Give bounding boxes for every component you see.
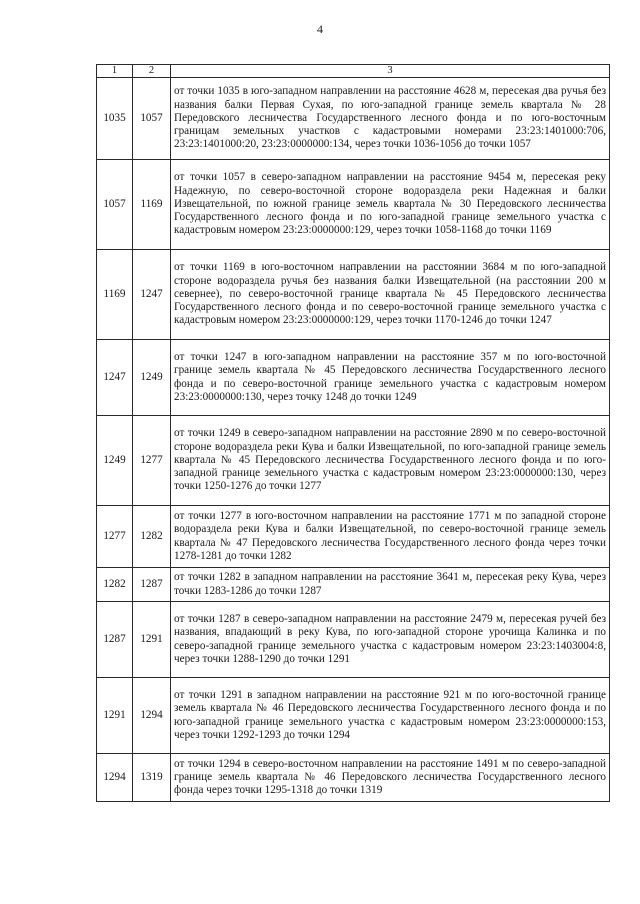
segment-description: от точки 1277 в юго-восточном направлении на расстояние 1771 м по западной стороне водораздела реки Кува и балки Извещательной, по северо-восточной границе земель квартала № 47 Передовского лесничества Государственного лесного фонда через точки 1278-1281 до точки 1282	[171, 506, 610, 568]
to-point: 1294	[133, 678, 171, 754]
table-row	[97, 160, 610, 250]
from-point: 1249	[97, 416, 133, 506]
segment-description: от точки 1035 в юго-западном направлении на расстояние 4628 м, пересекая два ручья без названия балки Первая Сухая, по юго-западной границе земель квартала № 28 Передовского лесничества Государственного лесного фонда и по юго-восточным границам земельных участков с кадастровыми номерами 23:23:1401000:706, 23:23:1401000:20, 23:23:0000000:134, через точки 1036-1056 до точки 1057	[171, 78, 610, 160]
to-point: 1247	[133, 250, 171, 340]
segment-description: от точки 1287 в северо-западном направлении на расстояние 2479 м, пересекая ручей без названия, впадающий в реку Кува, по юго-западной стороне урочища Калинка и по северо-западной границе земельного участка с кадастровым номером 23:23:1403004:8, через точки 1288-1290 до точки 1291	[171, 602, 610, 678]
column-header-1: 1	[97, 65, 133, 78]
segment-description: от точки 1169 в юго-восточном направлении на расстоянии 3684 м по юго-западной стороне водораздела ручья без названия балки Извещательной (на расстоянии 200 м севернее), по северо-восточной границе квартала № 45 Передовского лесничества Государственного лесного фонда и по северо-восточной границе земельного участка с кадастровым номером 23:23:0000000:129, через точки 1170-1246 до точки 1247	[171, 250, 610, 340]
segment-description: от точки 1294 в северо-восточном направлении на расстояние 1491 м по северо-западной границе земель квартала № 46 Передовского лесничества Государственного лесного фонда через точки 1295-1318 до точки 1319	[171, 754, 610, 802]
table-row	[97, 754, 610, 802]
table-header-row	[97, 65, 610, 78]
table-row	[97, 250, 610, 340]
from-point: 1287	[97, 602, 133, 678]
boundary-description-table	[96, 64, 610, 802]
from-point: 1282	[97, 568, 133, 602]
table-row	[97, 568, 610, 602]
to-point: 1249	[133, 340, 171, 416]
from-point: 1294	[97, 754, 133, 802]
table-row	[97, 602, 610, 678]
to-point: 1282	[133, 506, 171, 568]
segment-description: от точки 1282 в западном направлении на расстояние 3641 м, пересекая реку Кува, через точки 1283-1286 до точки 1287	[171, 568, 610, 602]
to-point: 1291	[133, 602, 171, 678]
from-point: 1247	[97, 340, 133, 416]
from-point: 1035	[97, 78, 133, 160]
table-row	[97, 78, 610, 160]
column-header-2: 2	[133, 65, 171, 78]
from-point: 1057	[97, 160, 133, 250]
to-point: 1169	[133, 160, 171, 250]
table-row	[97, 416, 610, 506]
table-row	[97, 506, 610, 568]
from-point: 1169	[97, 250, 133, 340]
segment-description: от точки 1249 в северо-западном направлении на расстояние 2890 м по северо-восточной стороне водораздела реки Кува и балки Извещательной, по юго-западной границе земель квартала № 45 Передовского лесничества Государственного лесного фонда и по юго-западной границе земельного участка с кадастровым номером 23:23:0000000:130, через точки 1250-1276 до точки 1277	[171, 416, 610, 506]
table-row	[97, 340, 610, 416]
to-point: 1319	[133, 754, 171, 802]
column-header-3: 3	[171, 65, 610, 78]
table-row	[97, 678, 610, 754]
page-number: 4	[317, 22, 323, 36]
segment-description: от точки 1291 в западном направлении на расстояние 921 м по юго-восточной границе земель квартала № 46 Передовского лесничества Государственного лесного фонда и по юго-западной границе земельного участка с кадастровым номером 23:23:0000000:153, через точки 1292-1293 до точки 1294	[171, 678, 610, 754]
to-point: 1277	[133, 416, 171, 506]
from-point: 1291	[97, 678, 133, 754]
to-point: 1057	[133, 78, 171, 160]
segment-description: от точки 1057 в северо-западном направлении на расстояние 9454 м, пересекая реку Надежную, по северо-восточной стороне водораздела реки Надежная и балки Извещательной, по южной границе земель квартала № 30 Передовского лесничества Государственного лесного фонда и по юго-западной границе земельного участка с кадастровым номером 23:23:0000000:129, через точки 1058-1168 до точки 1169	[171, 160, 610, 250]
segment-description: от точки 1247 в юго-западном направлении на расстояние 357 м по юго-восточной границе земель квартала № 45 Передовского лесничества Государственного лесного фонда и по северо-восточной границе земельного участка с кадастровым номером 23:23:0000000:130, через точку 1248 до точки 1249	[171, 340, 610, 416]
to-point: 1287	[133, 568, 171, 602]
from-point: 1277	[97, 506, 133, 568]
